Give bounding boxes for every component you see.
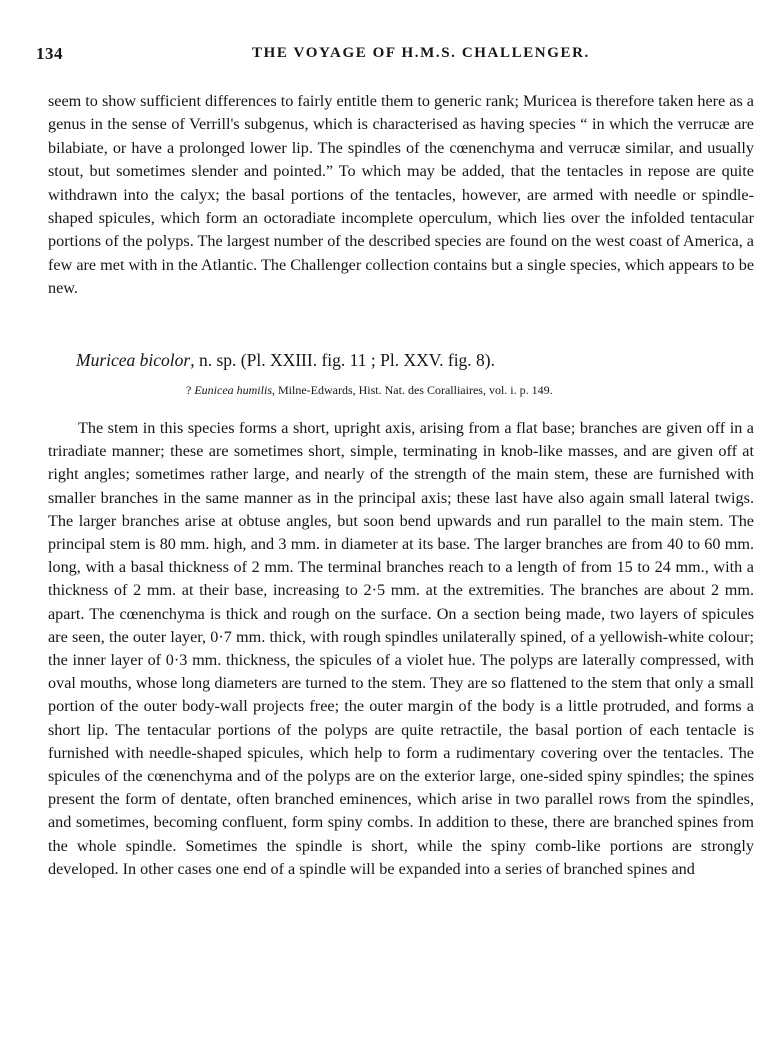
species-heading: [76, 350, 495, 371]
running-title: THE VOYAGE OF H.M.S. CHALLENGER.: [252, 45, 590, 61]
species-designation: , n. sp. (Pl. XXIII. fig. 11 ; Pl. XXV. fig. 8).: [190, 350, 496, 370]
synonym-reference: , Milne-Edwards, Hist. Nat. des Coralliaires, vol. i. p. 149.: [271, 383, 553, 397]
synonym-query-mark: ?: [186, 383, 195, 397]
page-number: 134: [36, 44, 63, 63]
synonym-name: Eunicea humilis: [194, 383, 272, 397]
description-paragraph: The stem in this species forms a short, upright axis, arising from a flat base; branches are given off in a triradiate manner; these are sometimes short, simple, terminating in knob-like masses, and are given off at right angles; sometimes rather large, and nearly of the strength of the main stem, these are furnished with smaller branches in the same manner as in the principal axis; these last have also again small lateral twigs. The larger branches arise at obtuse angles, but soon bend upwards and run parallel to the main stem. The principal stem is 80 mm. high, and 3 mm. in diameter at its base. The larger branches are from 40 to 60 mm. long, with a basal thickness of 2 mm. The terminal branches reach to a length of from 15 to 24 mm., with a thickness of 2 mm. at their base, increasing to 2·5 mm. at the extremities. The branches are about 2 mm. apart. The cœnenchyma is thick and rough on the surface. On a section being made, two layers of spicules are seen, the outer layer, 0·7 mm. thick, with rough spindles unilaterally spined, of a yellowish-white colour; the inner layer of 0·3 mm. thickness, the spicules of a violet hue. The polyps are laterally compressed, with oval mouths, whose long diameters are turned to the stem. They are so flattened to the stem that only a small portion of the outer body-wall projects free; the outer margin of the body is a little protruded, and forms a short lip. The tentacular portions of the polyps are quite retractile, the basal portion of each tentacle is furnished with needle-shaped spicules, which help to form a rudimentary covering over the tentacles. The spicules of the cœnenchyma and of the polyps are on the exterior large, one-sided spiny spindles; the spines present the form of dentate, often branched eminences, which arise in two parallel rows from the spindles, and sometimes, becoming confluent, form spiny combs. In addition to these, there are branched spines from the whole spindle. Sometimes the spindle is short, while the spiny comb-like portions are strongly developed. In other cases one end of a spindle will be expanded into a series of branched spines and: [48, 419, 754, 878]
synonym-line: [186, 383, 553, 398]
species-name: Muricea bicolor: [76, 350, 191, 370]
intro-paragraph: seem to show sufficient differences to fairly entitle them to generic rank; Muricea is therefore taken here as a genus in the sense of Verrill's subgenus, which is characterised as having species “ in which the verrucæ are bilabiate, or have a prolonged lower lip. The spindles of the cœnenchyma and verrucæ similar, and usually stout, but sometimes slender and pointed.” To which may be added, that the tentacles in repose are quite withdrawn into the calyx; the basal portions of the tentacles, however, are armed with needle or spindle-shaped spicules, which form an octoradiate incomplete operculum, which lies over the infolded tentacular portions of the polyps. The largest number of the described species are found on the west coast of America, a few are met with in the Atlantic. The Challenger collection contains but a single species, which appears to be new.: [48, 92, 754, 298]
running-header: [36, 44, 752, 70]
